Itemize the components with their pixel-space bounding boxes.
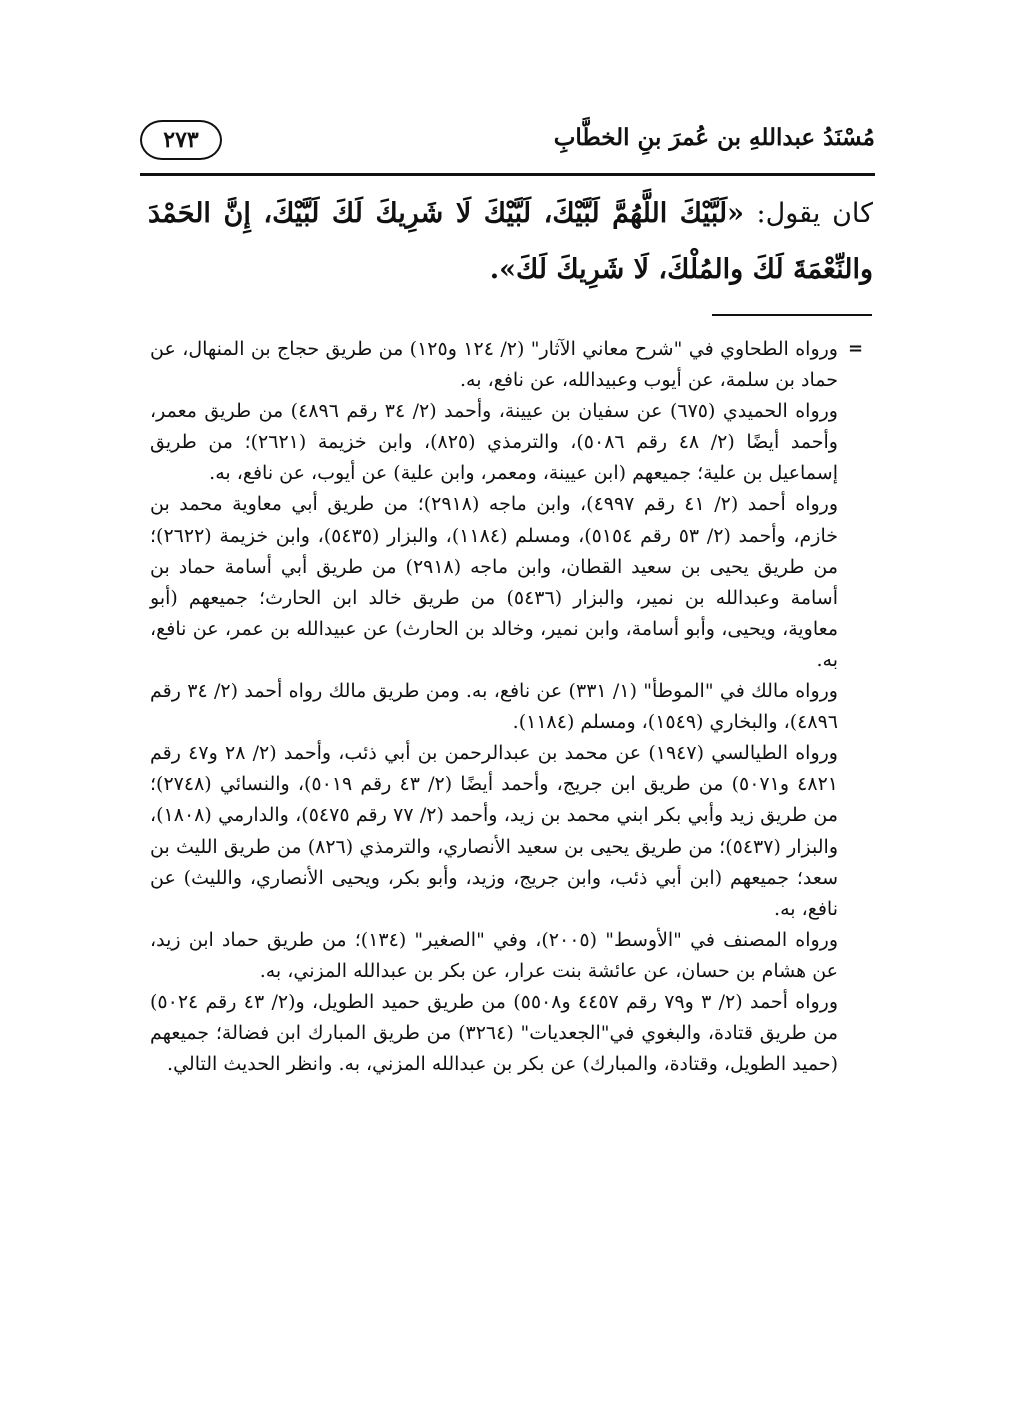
page-number: ٢٧٣ <box>140 120 222 160</box>
footnotes <box>150 334 838 1080</box>
hadith-text <box>148 186 873 298</box>
footnote-paragraph: ورواه أحمد (٢/ ٤١ رقم ٤٩٩٧)، وابن ماجه (٢٩١٨)؛ من طريق أبي معاوية محمد بن خازم، وأحمد (٢/ ٥٣ رقم ٥١٥٤)، ومسلم (١١٨٤)، والبزار (٥٤٣٥)، وابن خزيمة (٢٦٢٢)؛ من طريق يحيى بن سعيد القطان، وابن ماجه (٢٩١٨) من طريق أبي أسامة حماد بن أسامة وعبدالله بن نمير، والبزار (٥٤٣٦) من طريق خالد ابن الحارث؛ جميعهم (أبو معاوية، ويحيى، وأبو أسامة، وابن نمير، وخالد بن الحارث) عن عبيدالله بن عمر، عن نافع، به. <box>150 493 838 671</box>
footnote-divider <box>712 314 872 316</box>
running-title: مُسْنَدُ عبداللهِ بن عُمرَ بنِ الخطَّابِ <box>553 124 875 151</box>
footnote-paragraph: ورواه المصنف في "الأوسط" (٢٠٠٥)، وفي "الصغير" (١٣٤)؛ من طريق حماد ابن زيد، عن هشام بن حسان، عن عائشة بنت عرار، عن بكر بن عبدالله المزني، به. <box>150 928 839 982</box>
footnote-continuation-marker: = <box>848 338 864 359</box>
footnote-paragraph: ورواه الطحاوي في "شرح معاني الآثار" (٢/ ١٢٤ و١٢٥) من طريق حجاج بن المنهال، عن حماد بن سلمة، عن أيوب وعبيدالله، عن نافع، به. <box>150 338 838 392</box>
hadith-intro: كان يقول: <box>756 198 873 229</box>
page-header <box>140 118 875 174</box>
footnote-paragraph: ورواه الطيالسي (١٩٤٧) عن محمد بن عبدالرحمن بن أبي ذئب، وأحمد (٢/ ٢٨ و٤٧ رقم ٤٨٢١ و٥٠٧١) من طريق ابن جريج، وأحمد أيضًا (٢/ ٤٣ رقم ٥٠١٩)، والنسائي (٢٧٤٨)؛ من طريق زيد وأبي بكر ابني محمد بن زيد، وأحمد (٢/ ٧٧ رقم ٥٤٧٥)، والدارمي (١٨٠٨)، والبزار (٥٤٣٧)؛ من طريق يحيى بن سعيد الأنصاري، والترمذي (٨٢٦) من طريق الليث بن سعد؛ جميعهم (ابن أبي ذئب، وابن جريج، وزيد، وأبو بكر، ويحيى الأنصاري، والليث) عن نافع، به. <box>150 742 839 920</box>
talbiyah-text: «لَبَّيْكَ اللَّهُمَّ لَبَّيْكَ، لَبَّيْكَ لَا شَرِيكَ لَكَ لَبَّيْكَ، إِنَّ الحَمْدَ والنِّعْمَةَ لَكَ والمُلْكَ، لَا شَرِيكَ لَكَ». <box>148 198 873 285</box>
header-divider <box>140 173 875 176</box>
footnote-paragraph: ورواه أحمد (٢/ ٣ و٧٩ رقم ٤٤٥٧ و٥٥٠٨) من طريق حميد الطويل، و(٢/ ٤٣ رقم ٥٠٢٤) من طريق قتادة، والبغوي في"الجعديات" (٣٢٦٤) من طريق المبارك ابن فضالة؛ جميعهم (حميد الطويل، وقتادة، والمبارك) عن بكر بن عبدالله المزني، به. وانظر الحديث التالي. <box>150 990 838 1076</box>
footnote-paragraph: ورواه الحميدي (٦٧٥) عن سفيان بن عيينة، وأحمد (٢/ ٣٤ رقم ٤٨٩٦) من طريق معمر، وأحمد أيضًا (٢/ ٤٨ رقم ٥٠٨٦)، والترمذي (٨٢٥)، وابن خزيمة (٢٦٢١)؛ من طريق إسماعيل بن علية؛ جميعهم (ابن عيينة، ومعمر، وابن علية) عن أيوب، عن نافع، به. <box>150 400 838 485</box>
footnote-paragraph: ورواه مالك في "الموطأ" (١/ ٣٣١) عن نافع، به. ومن طريق مالك رواه أحمد (٢/ ٣٤ رقم ٤٨٩٦)، والبخاري (١٥٤٩)، ومسلم (١١٨٤). <box>150 680 838 734</box>
